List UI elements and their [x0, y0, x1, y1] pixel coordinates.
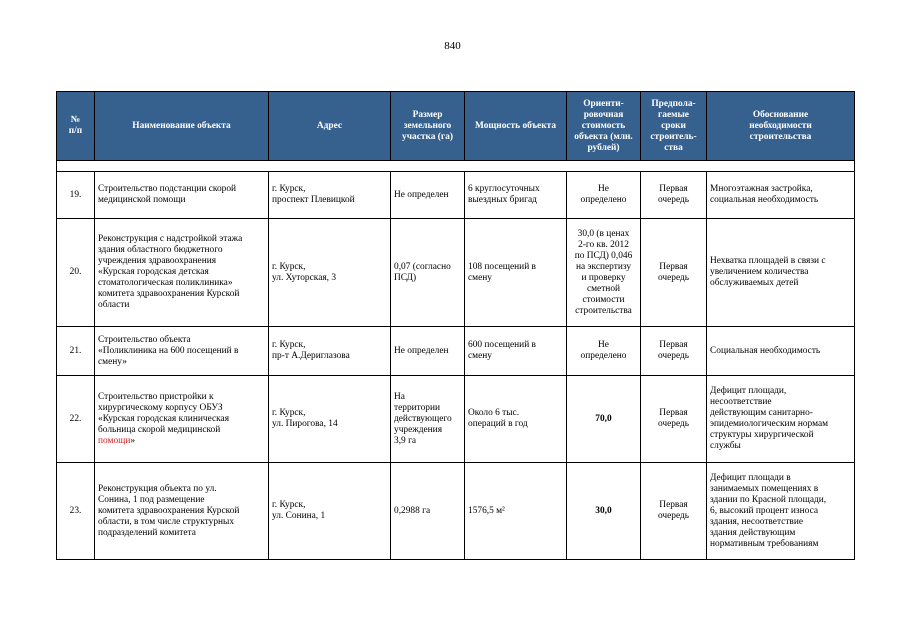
row-number: 20. — [57, 219, 95, 327]
object-address: г. Курск, пр-т А.Дериглазова — [269, 327, 391, 376]
table-row — [57, 219, 855, 327]
row-number: 21. — [57, 327, 95, 376]
object-name: Строительство подстанции скорой медицинской помощи — [95, 172, 269, 219]
object-name: Строительство пристройки к хирургическому корпусу ОБУЗ «Курская городская клиническая больница скорой медицинской помощи» — [95, 376, 269, 463]
estimated-cost: Не определено — [567, 327, 641, 376]
construction-term: Первая очередь — [641, 376, 707, 463]
header-address: Адрес — [269, 92, 391, 161]
header-cost: Ориенти- ровочная стоимость объекта (млн. рублей) — [567, 92, 641, 161]
object-name: Реконструкция объекта по ул. Сонина, 1 под размещение комитета здравоохранения Курской области, в том числе структурных подразделений комитета — [95, 463, 269, 560]
object-address: г. Курск, ул. Пирогова, 14 — [269, 376, 391, 463]
land-area: Не определен — [391, 327, 465, 376]
object-capacity: 108 посещений в смену — [465, 219, 567, 327]
construction-term: Первая очередь — [641, 172, 707, 219]
header-power: Мощность объекта — [465, 92, 567, 161]
object-name: Реконструкция с надстройкой этажа здания областного бюджетного учреждения здравоохранения «Курская городская детская стоматологическая поликлиника» комитета здравоохранения Курской области — [95, 219, 269, 327]
construction-term: Первая очередь — [641, 327, 707, 376]
construction-justification: Социальная необходимость — [707, 327, 855, 376]
header-term: Предпола- гаемые сроки строитель- ства — [641, 92, 707, 161]
estimated-cost: 30,0 (в ценах 2-го кв. 2012 по ПСД) 0,046 на экспертизу и проверку сметной стоимости строительства — [567, 219, 641, 327]
object-capacity: Около 6 тыс. операций в год — [465, 376, 567, 463]
object-capacity: 6 круглосуточных выездных бригад — [465, 172, 567, 219]
construction-term: Первая очередь — [641, 463, 707, 560]
object-capacity: 600 посещений в смену — [465, 327, 567, 376]
land-area: 0,07 (согласно ПСД) — [391, 219, 465, 327]
object-address: г. Курск, ул. Хуторская, 3 — [269, 219, 391, 327]
row-number: 22. — [57, 376, 95, 463]
estimated-cost: 30,0 — [567, 463, 641, 560]
header-reason: Обоснование необходимости строительства — [707, 92, 855, 161]
row-number: 23. — [57, 463, 95, 560]
object-capacity: 1576,5 м² — [465, 463, 567, 560]
object-address: г. Курск, ул. Сонина, 1 — [269, 463, 391, 560]
estimated-cost: 70,0 — [567, 376, 641, 463]
estimated-cost: Не определено — [567, 172, 641, 219]
header-spacer — [57, 161, 855, 172]
table-row — [57, 463, 855, 560]
construction-justification: Нехватка площадей в связи с увеличением количества обслуживаемых детей — [707, 219, 855, 327]
table-row — [57, 172, 855, 219]
object-address: г. Курск, проспект Плевицкой — [269, 172, 391, 219]
table-row — [57, 327, 855, 376]
construction-justification: Дефицит площади в занимаемых помещениях в здании по Красной площади, 6, высокий процент износа здания, несоответствие здания действующим нормативным требованиям — [707, 463, 855, 560]
header-area: Размер земельного участка (га) — [391, 92, 465, 161]
construction-term: Первая очередь — [641, 219, 707, 327]
construction-objects-table — [56, 91, 855, 560]
header-name: Наименование объекта — [95, 92, 269, 161]
highlighted-word: помощи — [98, 435, 131, 446]
object-name: Строительство объекта «Поликлиника на 600 посещений в смену» — [95, 327, 269, 376]
table-header-row — [57, 92, 855, 161]
construction-justification: Многоэтажная застройка, социальная необходимость — [707, 172, 855, 219]
construction-justification: Дефицит площади, несоответствие действующим санитарно- эпидемиологическим нормам структуры хирургической службы — [707, 376, 855, 463]
header-num: № п/п — [57, 92, 95, 161]
row-number: 19. — [57, 172, 95, 219]
land-area: На территории действующего учреждения 3,9 га — [391, 376, 465, 463]
table-row — [57, 376, 855, 463]
land-area: Не определен — [391, 172, 465, 219]
land-area: 0,2988 га — [391, 463, 465, 560]
page-number: 840 — [444, 40, 461, 52]
